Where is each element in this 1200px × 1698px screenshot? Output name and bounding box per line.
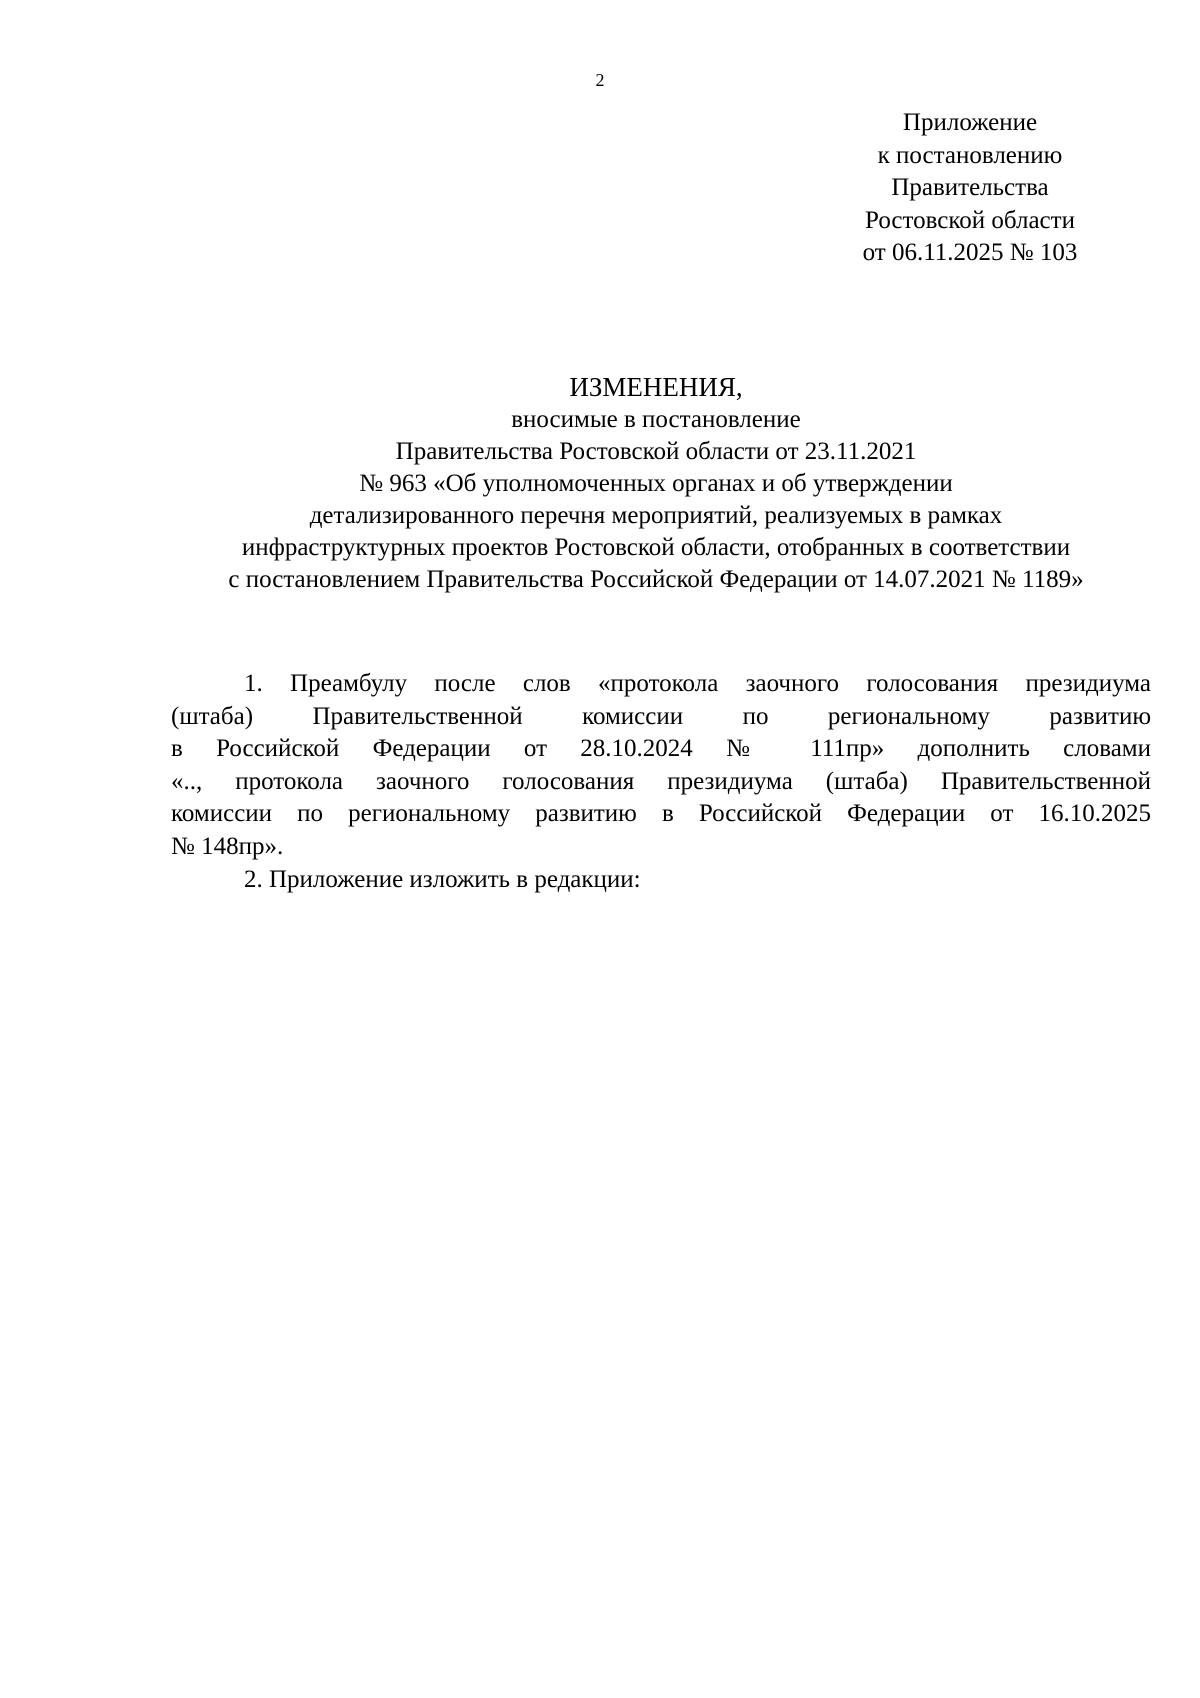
appendix-line: к постановлению: [877, 141, 1063, 169]
appendix-date-number: от 06.11.2025 № 103: [862, 239, 1078, 266]
paragraph-line: 2. Приложение изложить в редакции:: [244, 865, 641, 893]
document-title: [120, 370, 1192, 596]
appendix-line: Ростовской области: [865, 206, 1075, 234]
title-line: инфраструктурных проектов Ростовской области, отобранных в соответствии: [241, 534, 1071, 561]
title-line: с постановлением Правительства Российской Федерации от 14.07.2021 № 1189»: [228, 566, 1084, 593]
title-line: вносимые в постановление: [511, 406, 801, 433]
page-number: 2: [595, 70, 605, 90]
paragraph-line: (штаба) Правительственной комиссии по региональному развитию: [171, 702, 1151, 730]
appendix-line: Правительства: [891, 174, 1049, 201]
paragraph-item-2: [171, 864, 1151, 897]
paragraph-line: 1. Преамбулу после слов «протокола заочного голосования президиума: [244, 670, 1151, 697]
title-line: № 963 «Об уполномоченных органах и об утверждении: [359, 470, 953, 497]
paragraph-item-1: [171, 668, 1151, 864]
appendix-header: [800, 107, 1140, 270]
title-heading: ИЗМЕНЕНИЯ,: [569, 372, 743, 402]
paragraph-line: комиссии по региональному развитию в Российской Федерации от 16.10.2025: [171, 800, 1151, 828]
paragraph-line: в Российской Федерации от 28.10.2024 № 111пр» дополнить словами: [171, 735, 1151, 763]
appendix-line: Приложение: [902, 109, 1038, 136]
paragraph-line: № 148пр».: [171, 832, 284, 860]
title-line: детализированного перечня мероприятий, реализуемых в рамках: [309, 502, 1003, 529]
document-body: [171, 668, 1151, 896]
paragraph-line: «.., протокола заочного голосования президиума (штаба) Правительственной: [171, 767, 1151, 795]
title-line: Правительства Ростовской области от 23.11.2021: [395, 438, 917, 465]
